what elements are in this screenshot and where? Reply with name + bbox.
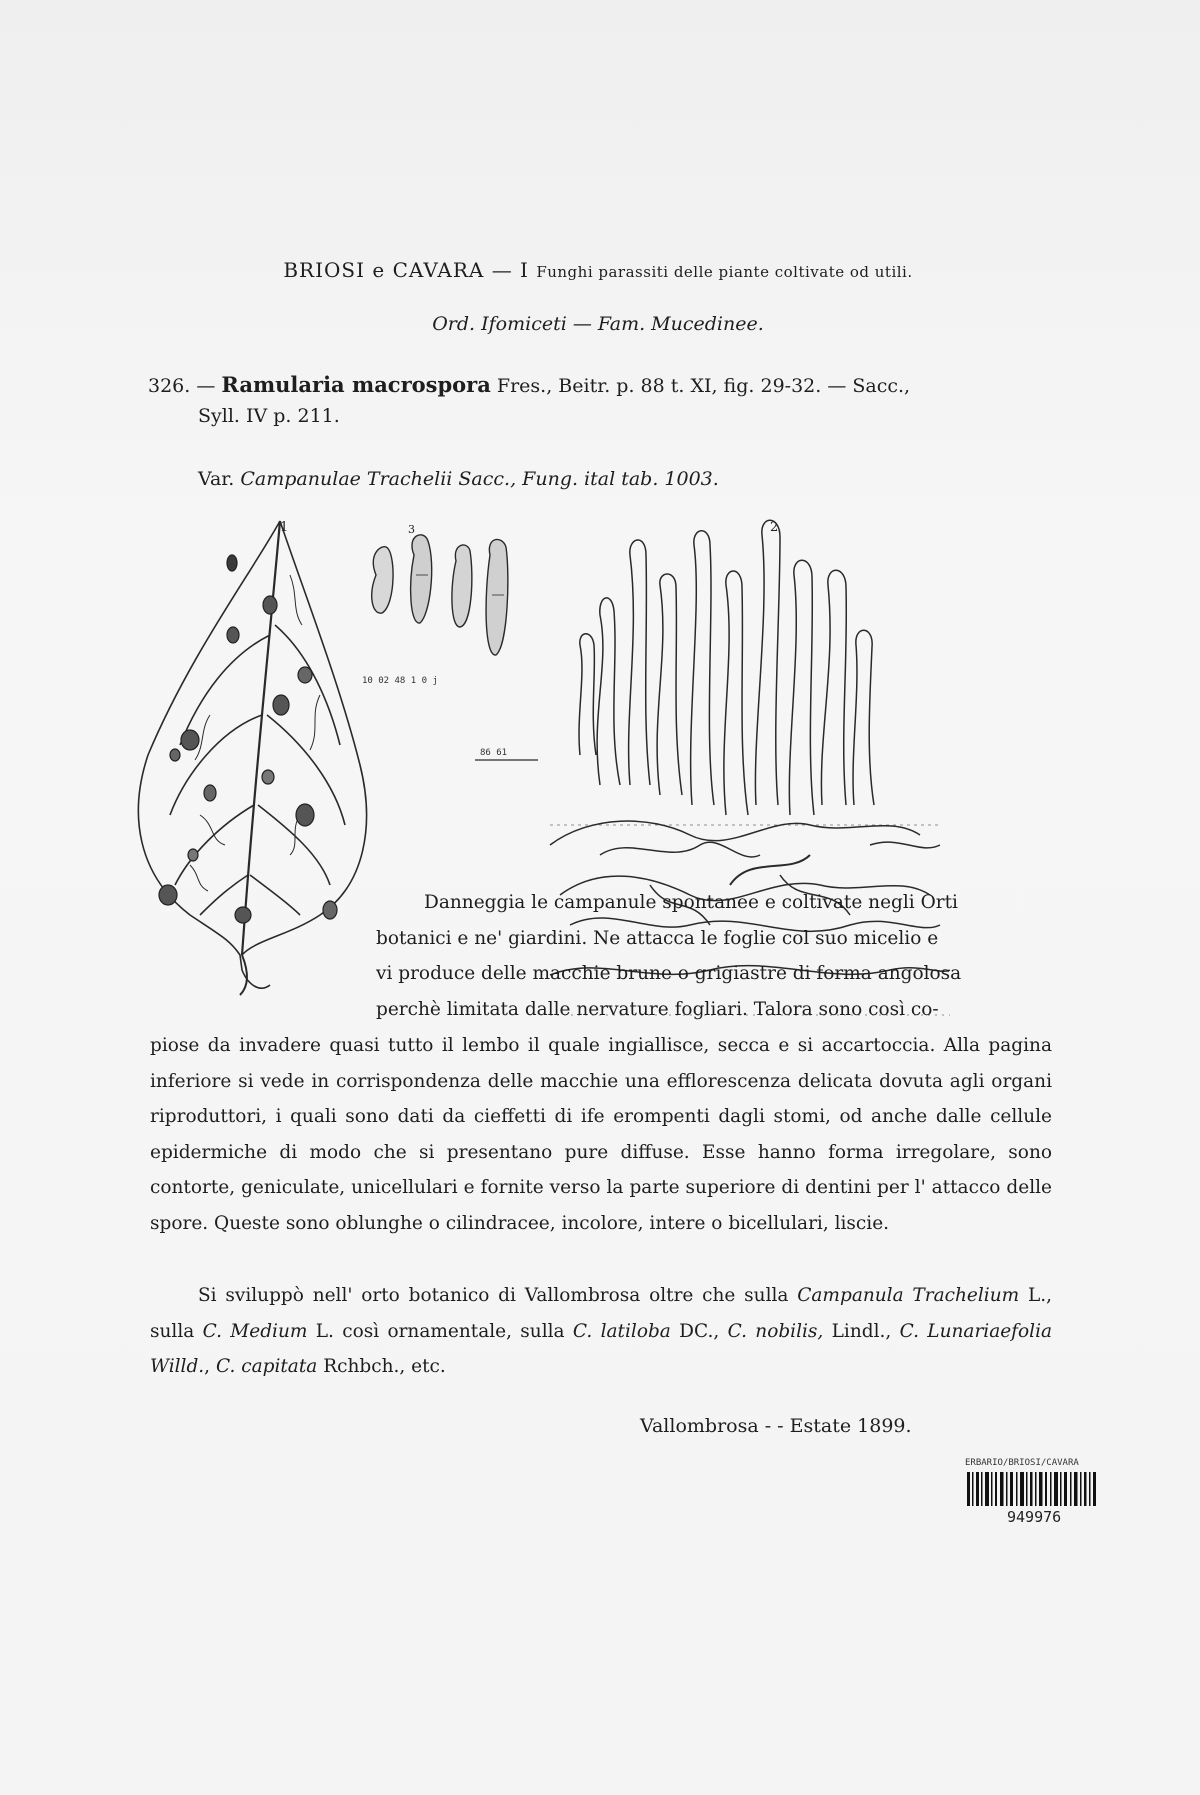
page-header [148, 258, 1048, 282]
barcode-number: 949976 [1007, 1508, 1062, 1526]
p2-species-latiloba: C. latiloba [572, 1320, 671, 1342]
barcode-small-text: ERBARIO/BRIOSI/CAVARA [965, 1458, 1079, 1468]
p2-species-nobilis: C. nobilis, [727, 1320, 824, 1342]
p1-line-3: vi produce delle macchie brune o grigiastre di forma angolosa [376, 963, 962, 984]
entry-number: 326. — [148, 375, 216, 397]
variety-rest: , Fung. ital tab. 1003. [510, 468, 719, 490]
p2-species-capitata: C. capitata [215, 1356, 318, 1377]
variety-line [198, 468, 1058, 490]
header-title: Funghi parassiti delle piante coltivate od utili. [536, 263, 913, 281]
p2-text-g: DC., [679, 1320, 720, 1342]
spore-drawings [372, 535, 538, 760]
p2-text-m: Rchbch., etc. [323, 1356, 446, 1377]
species-entry [148, 372, 1058, 397]
p2-text-k: , [204, 1356, 211, 1377]
variety-name: Campanulae Trachelii Sacc. [240, 468, 511, 490]
p2-species-trachelium: Campanula Trachelium [797, 1285, 1020, 1306]
barcode-bars [965, 1470, 1100, 1508]
p2-species-lunariaefolia: C. Lunariaefolia Willd. [150, 1320, 1053, 1377]
species-citation-continued: Syll. IV p. 211. [198, 405, 340, 427]
figure-label-3: 3 [408, 523, 415, 536]
paragraph-1-top [376, 885, 1052, 1027]
p2-text-c: L., sulla [150, 1285, 1052, 1342]
paragraph-2 [150, 1278, 1052, 1385]
scale-label-b: 86 61 [480, 748, 508, 758]
scale-label-a: 10 02 48 1 0 j [362, 676, 438, 686]
p1-line-4: perchè limitata dalle nervature fogliari. Talora sono così co- [376, 998, 939, 1020]
barcode-label [965, 1458, 1100, 1526]
p2-text-a: Si sviluppò nell' orto botanico di Vallombrosa oltre che sulla [198, 1285, 789, 1306]
figure-label-2: 2 [770, 520, 779, 535]
place-date: Vallombrosa - - Estate 1899. [640, 1415, 912, 1437]
figure-label-1: 1 [280, 520, 289, 535]
p2-text-i: Lindl., [831, 1320, 892, 1342]
species-name: Ramularia macrospora [221, 372, 491, 397]
variety-prefix: Var. [198, 468, 235, 490]
p2-species-medium: C. Medium [202, 1320, 308, 1342]
header-authors: BRIOSI e CAVARA — I [283, 258, 529, 282]
p1-line-2: botanici e ne' giardini. Ne attacca le foglie col suo micelio e [376, 927, 939, 949]
classification: Ord. Ifomiceti — Fam. Mucedinee. [432, 313, 764, 335]
p2-text-e: L. così ornamentale, sulla [315, 1320, 565, 1342]
species-citation: Fres., Beitr. p. 88 t. XI, fig. 29-32. — Sacc., [496, 375, 911, 397]
p1-line-1: Danneggia le campanule spontanee e coltivate negli Orti [424, 892, 958, 913]
paragraph-1-rest: piose da invadere quasi tutto il lembo il quale ingiallisce, secca e si accartoccia. Alla pagina inferiore si vede in corrispondenza delle macchie una efflorescenza delicata dovuta agli organi riproduttori, i quali sono dati da cieffetti di ife erompenti dagli stomi, od anche dalle cellule epidermiche di modo che si presentano pure diffuse. Esse hanno forma irregolare, sono contorte, geniculate, unicellulari e fornite verso la parte superiore di dentini per l' attacco delle spore. Queste sono oblunghe o cilindracee, incolore, intere o bicellulari, liscie. [150, 1035, 1052, 1234]
